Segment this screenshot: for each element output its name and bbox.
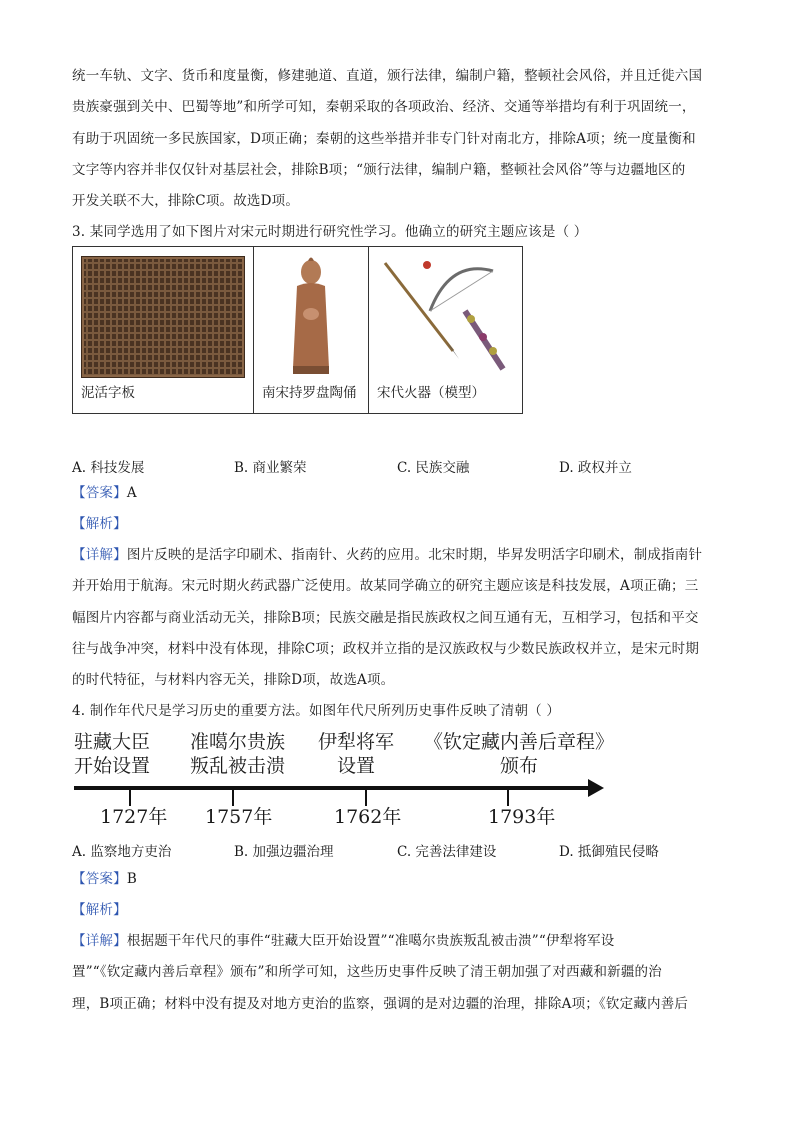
image-caption: 宋代火器（模型）: [377, 385, 485, 401]
timeline-event: 驻藏大臣 开始设置: [74, 731, 151, 777]
text-line: 幅图片内容都与商业活动无关，排除B项；民族交融是指民族政权之间互通有无，互相学习，包括和平交: [72, 609, 699, 626]
question-4-detail: [72, 926, 722, 1020]
timeline-event: 伊犁将军 设置: [318, 731, 395, 777]
text-line: 【详解】图片反映的是活字印刷术、指南针、火药的应用。北宋时期，毕昇发明活字印刷术，制成指南针: [72, 547, 703, 563]
analysis-label: 【解析】: [72, 902, 127, 918]
text-line: 贵族豪强到关中、巴蜀等地”和所学可知，秦朝采取的各项政治、经济、交通等举措均有利于巩固统一，: [72, 99, 696, 116]
option-b[interactable]: B. 商业繁荣: [234, 460, 307, 476]
question-4-analysis-heading: [72, 895, 722, 926]
image-cell-movable-type: [73, 247, 254, 413]
answer-value: B: [126, 871, 137, 887]
movable-type-board-image: [81, 256, 245, 378]
option-d[interactable]: D. 抵御殖民侵略: [559, 844, 659, 860]
text-line: 理，B项正确；材料中没有提及对地方吏治的监察，强调的是对边疆的治理，排除A项；《钦定藏内善后: [72, 995, 689, 1012]
question-3-image-table: [72, 246, 523, 414]
answer-value: A: [126, 485, 137, 501]
text-line: 置”“《钦定藏内善后章程》颁布”和所学可知，这些历史事件反映了清王朝加强了对西藏和新疆的治: [72, 964, 662, 981]
text-line: 开发关联不大，排除C项。故选D项。: [72, 193, 300, 210]
question-3-detail: [72, 540, 722, 696]
option-c[interactable]: C. 民族交融: [397, 460, 470, 476]
timeline-year: 1762年: [334, 806, 402, 828]
text-line: 有助于巩固统一多民族国家，D项正确；秦朝的这些举措并非专门针对南北方，排除A项；统一度量衡和: [72, 130, 696, 147]
detail-label: 【详解】: [72, 933, 127, 949]
timeline-event: 《钦定藏内善后章程》 颁布: [424, 731, 615, 777]
compass-figurine-image: [281, 256, 341, 378]
image-cell-firearms: [369, 247, 522, 413]
timeline-chart: [72, 730, 615, 830]
option-a[interactable]: A. 监察地方吏治: [72, 844, 172, 860]
timeline-event: 准噶尔贵族 叛乱被击溃: [190, 731, 286, 777]
option-a[interactable]: A. 科技发展: [72, 460, 145, 476]
text-line: 往与战争冲突，材料中没有体现，排除C项；政权并立指的是汉族政权与少数民族政权并立，是宋元时期: [72, 640, 700, 657]
option-d[interactable]: D. 政权并立: [559, 460, 632, 476]
question-4-answer: [72, 864, 722, 895]
answer-label: 【答案】: [72, 871, 127, 887]
timeline-year: 1727年: [100, 806, 168, 828]
image-caption: 泥活字板: [81, 385, 135, 401]
question-3-stem: 3. 某同学选用了如下图片对宋元时期进行研究性学习。他确立的研究主题应该是（ ）: [72, 224, 588, 240]
question-4-stem: 4. 制作年代尺是学习历史的重要方法。如图年代尺所列历史事件反映了清朝（ ）: [72, 703, 561, 719]
text-line: 【详解】根据题干年代尺的事件“驻藏大臣开始设置”“准噶尔贵族叛乱被击溃”“伊犁将军设: [72, 933, 615, 949]
timeline-year: 1793年: [488, 806, 556, 828]
image-caption: 南宋持罗盘陶俑: [262, 385, 357, 401]
image-cell-compass-figurine: [254, 247, 369, 413]
text-line: 的时代特征，与材料内容无关，排除D项，故选A项。: [72, 672, 395, 689]
detail-label: 【详解】: [72, 547, 127, 563]
intro-paragraph: [72, 61, 722, 217]
timeline-year: 1757年: [205, 806, 273, 828]
question-3-answer: [72, 478, 722, 509]
text-line: 并开始用于航海。宋元时期火药武器广泛使用。故某同学确立的研究主题应该是科技发展，A项正确；三: [72, 578, 699, 595]
firearms-model-image: [375, 251, 515, 377]
option-c[interactable]: C. 完善法律建设: [397, 844, 497, 860]
option-b[interactable]: B. 加强边疆治理: [234, 844, 334, 860]
text-line: 文字等内容并非仅仅针对基层社会，排除B项；“颁行法律，编制户籍，整顿社会风俗”等与边疆地区的: [72, 161, 686, 178]
analysis-label: 【解析】: [72, 516, 127, 532]
text-line: 统一车轨、文字、货币和度量衡，修建驰道、直道，颁行法律，编制户籍，整顿社会风俗，并且迁徙六国: [72, 68, 703, 84]
question-3-analysis-heading: [72, 509, 722, 540]
answer-label: 【答案】: [72, 485, 127, 501]
